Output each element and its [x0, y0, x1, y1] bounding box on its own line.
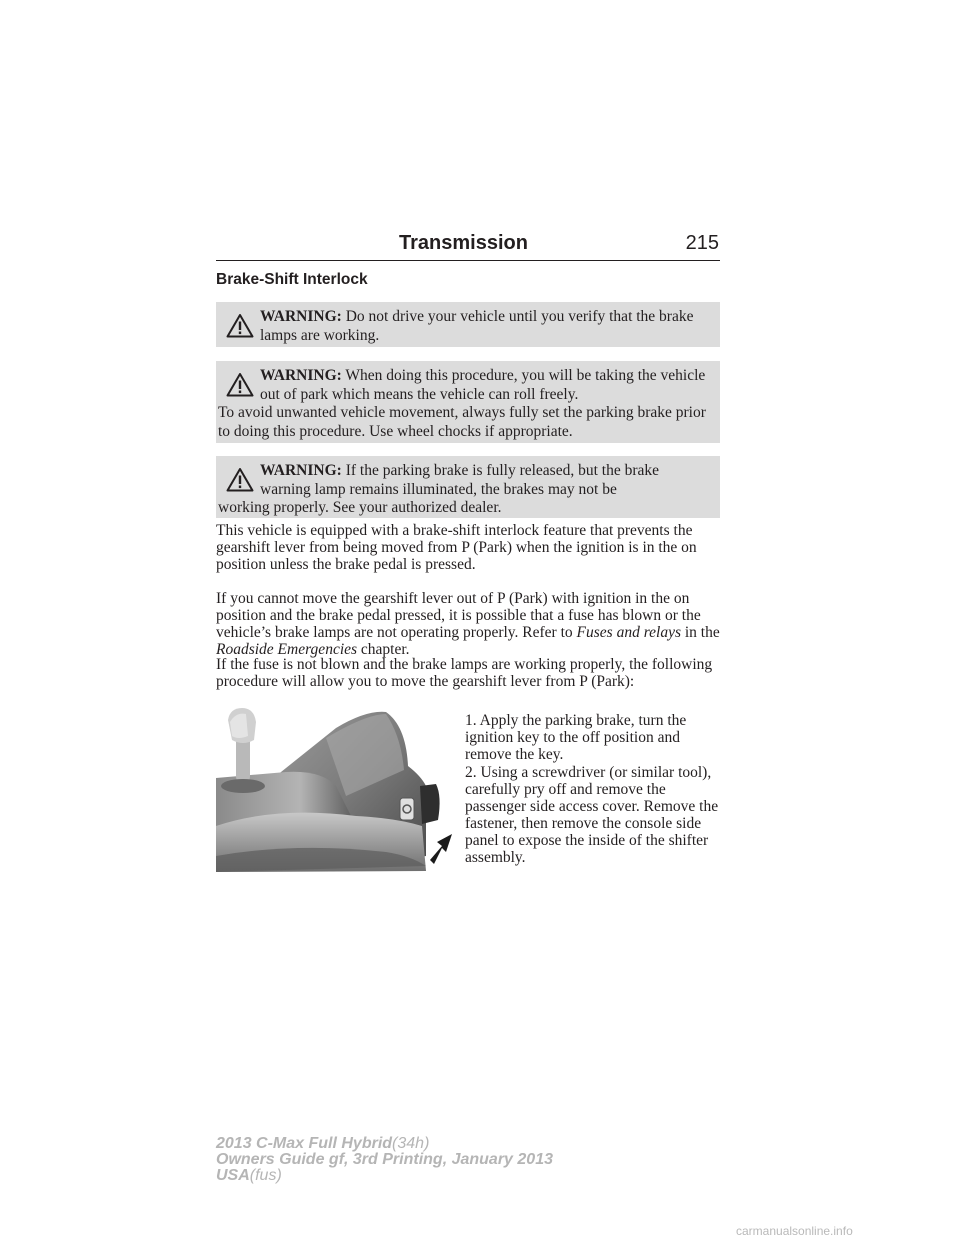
- warning-label: WARNING:: [260, 308, 342, 325]
- chapter-title: Transmission: [399, 232, 528, 254]
- paragraph-text: If you cannot move the gearshift lever out of P (Park) with ignition in the on position and the brake pedal pressed, it is possible that a fuse has blown or the vehicle’s brake lamps are not operating properly. Refer to: [216, 590, 701, 641]
- warning-text: [260, 366, 712, 404]
- warning-box: [216, 302, 720, 347]
- footer-model: 2013 C-Max Full Hybrid: [216, 1135, 393, 1152]
- warning-label: WARNING:: [260, 367, 342, 384]
- page-number: 215: [685, 232, 719, 254]
- warning-text: [260, 307, 712, 345]
- footer-market: USA: [216, 1167, 250, 1184]
- section-title: Brake-Shift Interlock: [216, 271, 368, 288]
- warning-triangle-icon: [226, 372, 254, 397]
- footer-guide: Owners Guide gf, 3rd Printing, January 2013: [216, 1151, 553, 1168]
- warning-label: WARNING:: [260, 462, 342, 479]
- warning-lead-text: Do not drive your vehicle until you verify that the brake lamps are working.: [260, 308, 694, 344]
- warning-lead-text: When doing this procedure, you will be taking the vehicle out of park which means the vehicle can roll freely.: [260, 367, 706, 403]
- footer-market-code: (fus): [249, 1167, 282, 1184]
- warning-box: [216, 456, 720, 518]
- footer-model-code: (34h): [392, 1135, 430, 1152]
- procedure-step: 1. Apply the parking brake, turn the ignition key to the off position and remove the key.: [465, 712, 687, 763]
- document-footer: [216, 1136, 553, 1184]
- warning-box: [216, 361, 720, 443]
- paragraph-procedure-intro: If the fuse is not blown and the brake lamps are working properly, the following procedure will allow you to move the gearshift lever from P (Park):: [216, 656, 713, 690]
- paragraph-interlock-intro: This vehicle is equipped with a brake-shift interlock feature that prevents the gearshift lever from being moved from P (Park) when the ignition is in the on position unless the brake pedal is pressed.: [216, 522, 697, 573]
- procedure-step: 2. Using a screwdriver (or similar tool), carefully pry off and remove the passenger side access cover. Remove the fastener, then remove the console side panel to expose the inside of the shifter assembly.: [465, 764, 719, 866]
- warning-rest-text: To avoid unwanted vehicle movement, always fully set the parking brake prior to doing this procedure. Use wheel chocks if appropriate.: [218, 404, 706, 440]
- paragraph-text: chapter.: [357, 641, 410, 658]
- page-header: [216, 230, 720, 261]
- paragraph-fuse-check: [216, 590, 722, 658]
- paragraph-text: in the: [681, 624, 720, 641]
- gearshift-console-illustration: [216, 706, 452, 874]
- warning-lead-text: If the parking brake is fully released, but the brake warning lamp remains illuminated, the brakes may not be: [260, 462, 660, 498]
- watermark-text: carmanualsonline.info: [736, 1224, 853, 1238]
- warning-triangle-icon: [226, 313, 254, 338]
- cross-reference-link[interactable]: Roadside Emergencies: [216, 641, 358, 658]
- cross-reference-link[interactable]: Fuses and relays: [576, 624, 681, 641]
- pointer-arrow-icon: [430, 834, 452, 864]
- warning-rest-text: working properly. See your authorized dealer.: [218, 499, 502, 516]
- warning-text: [260, 461, 712, 499]
- warning-triangle-icon: [226, 467, 254, 492]
